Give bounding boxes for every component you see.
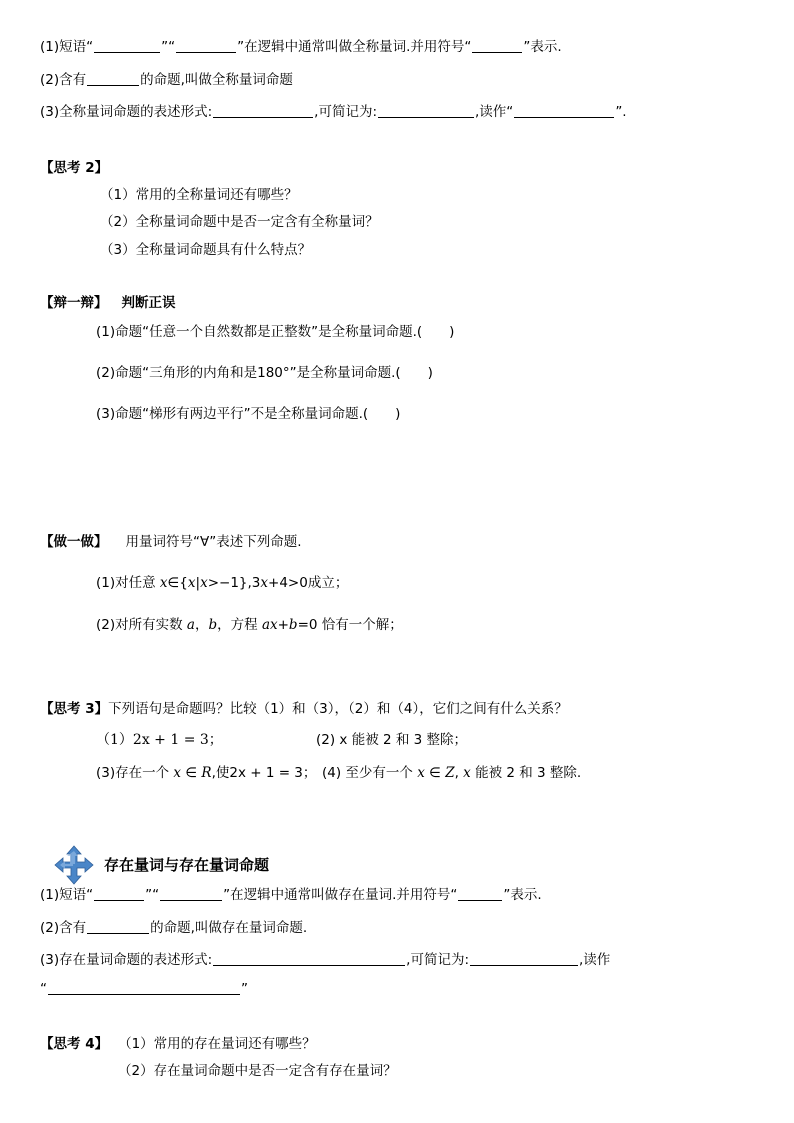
text: ”. bbox=[615, 104, 627, 120]
text: >−1},3 bbox=[207, 575, 261, 591]
debate-title: 【辩一辩】 bbox=[40, 295, 108, 311]
think3-title: 【思考 3】 bbox=[40, 701, 109, 717]
variable: x bbox=[159, 575, 168, 591]
think3-statement-3 bbox=[96, 764, 316, 782]
answer-blank[interactable] bbox=[213, 103, 313, 118]
section-title: 存在量词与存在量词命题 bbox=[104, 856, 270, 874]
existential-definition-line-1 bbox=[40, 886, 542, 904]
text: | bbox=[195, 575, 201, 591]
text: =0 恰有一个解； bbox=[297, 617, 403, 633]
think2-title: 【思考 2】 bbox=[40, 160, 109, 176]
answer-blank[interactable] bbox=[470, 951, 578, 966]
text: , bbox=[454, 765, 464, 781]
think3-statement-2: (2) x 能被 2 和 3 整除； bbox=[316, 732, 468, 748]
text: ,可简记为: bbox=[406, 952, 470, 968]
debate-item-1: (1)命题“任意一个自然数都是正整数”是全称量词命题.( ) bbox=[96, 324, 455, 340]
four-arrow-diamond-icon bbox=[54, 845, 94, 885]
text: (4) 至少有一个 bbox=[322, 765, 418, 781]
answer-blank[interactable] bbox=[48, 980, 240, 995]
answer-blank[interactable] bbox=[213, 951, 405, 966]
text: ”表示. bbox=[503, 887, 542, 903]
debate-header bbox=[40, 294, 176, 312]
text: ”在逻辑中通常叫做全称量词.并用符号“ bbox=[237, 39, 472, 55]
variable: x bbox=[463, 765, 471, 781]
text: (3)全称量词命题的表述形式: bbox=[40, 104, 213, 120]
text: (1)短语“ bbox=[40, 39, 94, 55]
debate-item-3: (3)命题“梯形有两边平行”不是全称量词命题.( ) bbox=[96, 406, 401, 422]
answer-blank[interactable] bbox=[87, 919, 149, 934]
text: ”“ bbox=[145, 887, 160, 903]
set-symbol: Z bbox=[445, 765, 455, 781]
think4-question-1: （1）常用的存在量词还有哪些？ bbox=[118, 1036, 316, 1052]
variable: x bbox=[187, 575, 196, 591]
variable: a bbox=[186, 617, 195, 633]
text: ” bbox=[241, 981, 248, 997]
text: ,读作 bbox=[579, 952, 611, 968]
text: ∈{ bbox=[167, 575, 188, 591]
text: ， bbox=[194, 617, 209, 633]
text: ∈ bbox=[181, 765, 202, 781]
text: “ bbox=[40, 981, 47, 997]
text: +4>0成立； bbox=[268, 575, 349, 591]
think4-title: 【思考 4】 bbox=[40, 1036, 109, 1052]
text: (1)对任意 bbox=[96, 575, 160, 591]
think3-header bbox=[40, 700, 568, 718]
variable: x bbox=[417, 765, 425, 781]
think2-question-2: （2）全称量词命题中是否一定含有全称量词？ bbox=[100, 214, 379, 230]
existential-definition-line-2 bbox=[40, 919, 307, 937]
statement-1: （1）2x + 1 = 3； bbox=[96, 732, 223, 748]
doit-item-1 bbox=[96, 574, 348, 592]
text: ”表示. bbox=[523, 39, 562, 55]
answer-blank[interactable] bbox=[94, 38, 160, 53]
set-symbol: R bbox=[201, 765, 212, 781]
think3-question: 下列语句是命题吗？比较（1）和（3），（2）和（4），它们之间有什么关系？ bbox=[108, 701, 568, 717]
think4-header bbox=[40, 1035, 316, 1053]
think3-statement-1 bbox=[96, 731, 223, 749]
existential-definition-line-3 bbox=[40, 951, 610, 969]
answer-blank[interactable] bbox=[472, 38, 522, 53]
text: ”在逻辑中通常叫做存在量词.并用符号“ bbox=[223, 887, 458, 903]
doit-item-2 bbox=[96, 616, 403, 634]
text: (2)含有 bbox=[40, 920, 87, 936]
universal-definition-line-3 bbox=[40, 103, 627, 121]
answer-blank[interactable] bbox=[94, 886, 144, 901]
think2-question-3: （3）全称量词命题具有什么特点？ bbox=[100, 242, 312, 258]
doit-title: 【做一做】 bbox=[40, 534, 108, 550]
text: ”“ bbox=[161, 39, 176, 55]
variable: ax bbox=[261, 617, 278, 633]
text: ,读作“ bbox=[475, 104, 514, 120]
variable: b bbox=[208, 617, 218, 633]
universal-definition-line-1 bbox=[40, 38, 562, 56]
debate-item-2: (2)命题“三角形的内角和是180°”是全称量词命题.( ) bbox=[96, 365, 433, 381]
variable: b bbox=[288, 617, 298, 633]
answer-blank[interactable] bbox=[87, 71, 139, 86]
text: (3)存在一个 bbox=[96, 765, 174, 781]
variable: x bbox=[200, 575, 208, 591]
variable: x bbox=[173, 765, 182, 781]
answer-blank[interactable] bbox=[160, 886, 222, 901]
text: ∈ bbox=[424, 765, 446, 781]
debate-subtitle: 判断正误 bbox=[121, 295, 176, 311]
doit-instruction: 用量词符号“∀”表述下列命题. bbox=[125, 534, 302, 550]
answer-blank[interactable] bbox=[176, 38, 236, 53]
text: (2)含有 bbox=[40, 72, 87, 88]
answer-blank[interactable] bbox=[458, 886, 502, 901]
text: ，方程 bbox=[217, 617, 262, 633]
answer-blank[interactable] bbox=[378, 103, 474, 118]
text: (2)对所有实数 bbox=[96, 617, 187, 633]
think2-question-1: （1）常用的全称量词还有哪些？ bbox=[100, 187, 298, 203]
text: + bbox=[277, 617, 289, 633]
text: 能被 2 和 3 整除. bbox=[470, 765, 582, 781]
universal-definition-line-2 bbox=[40, 71, 293, 89]
text: (3)存在量词命题的表述形式: bbox=[40, 952, 213, 968]
think3-statement-4 bbox=[322, 764, 581, 782]
text: (1)短语“ bbox=[40, 887, 94, 903]
variable: x bbox=[260, 575, 269, 591]
text: ,可简记为: bbox=[314, 104, 378, 120]
text: ,使2x + 1 = 3； bbox=[211, 765, 317, 781]
existential-definition-line-4 bbox=[40, 980, 248, 998]
text: 的命题,叫做存在量词命题. bbox=[150, 920, 308, 936]
doit-header bbox=[40, 533, 302, 551]
text: 的命题,叫做全称量词命题 bbox=[140, 72, 293, 88]
think4-question-2: （2）存在量词命题中是否一定含有存在量词？ bbox=[118, 1063, 397, 1079]
answer-blank[interactable] bbox=[514, 103, 614, 118]
